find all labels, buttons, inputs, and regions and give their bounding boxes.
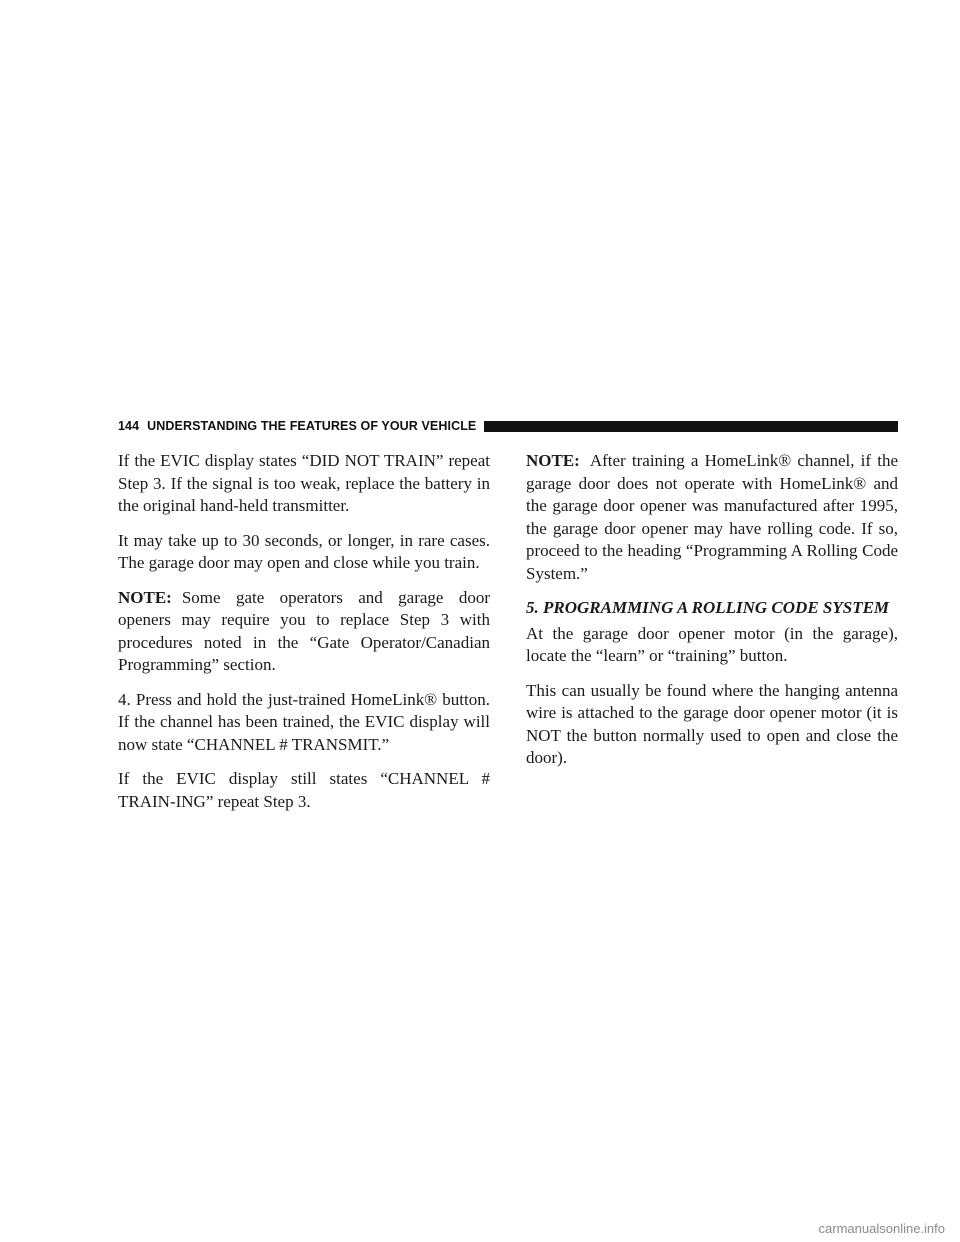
note-rolling-code — [526, 450, 898, 585]
page-header — [118, 417, 898, 435]
note-text: After training a HomeLink® channel, if the garage door does not operate with HomeLink® and the garage door opener was manufactured after 1995, the garage door opener may have rolling code. If so, proceed to the heading “Programming A Rolling Code System.” — [526, 451, 898, 583]
header-section-title: UNDERSTANDING THE FEATURES OF YOUR VEHICLE — [147, 419, 477, 433]
note-label: NOTE: — [526, 451, 580, 470]
paragraph-still-training: If the EVIC display still states “CHANNEL # TRAIN-ING” repeat Step 3. — [118, 769, 490, 811]
paragraph-locate-button: At the garage door opener motor (in the garage), locate the “learn” or “training” button. — [526, 623, 898, 665]
right-column — [526, 450, 898, 782]
note-label: NOTE: — [118, 587, 172, 607]
paragraph-training-time: It may take up to 30 seconds, or longer, in rare cases. The garage door may open and close while you train. — [118, 530, 490, 572]
watermark-text: carmanualsonline.info — [818, 1221, 945, 1236]
paragraph-did-not-train: If the EVIC display states “DID NOT TRAIN” repeat Step 3. If the signal is too weak, replace the battery in the original hand-held transmitter. — [118, 451, 490, 515]
note-text: Some gate operators and garage door openers may require you to replace Step 3 with procedures noted in the “Gate Operator/Canadian Programming” section. — [118, 587, 490, 674]
paragraph-antenna-wire: This can usually be found where the hanging antenna wire is attached to the garage door opener motor (it is NOT the button normally used to open and close the door). — [526, 680, 898, 767]
section-heading-rolling-code: 5. PROGRAMMING A ROLLING CODE SYSTEM — [526, 598, 890, 617]
header-page-number: 144 — [118, 419, 140, 433]
left-column — [118, 450, 490, 825]
note-gate-operators — [118, 587, 490, 677]
header-rule — [484, 421, 898, 432]
paragraph-step-4: 4. Press and hold the just-trained HomeLink® button. If the channel has been trained, the EVIC display will now state “CHANNEL # TRANSMIT.” — [118, 689, 490, 754]
